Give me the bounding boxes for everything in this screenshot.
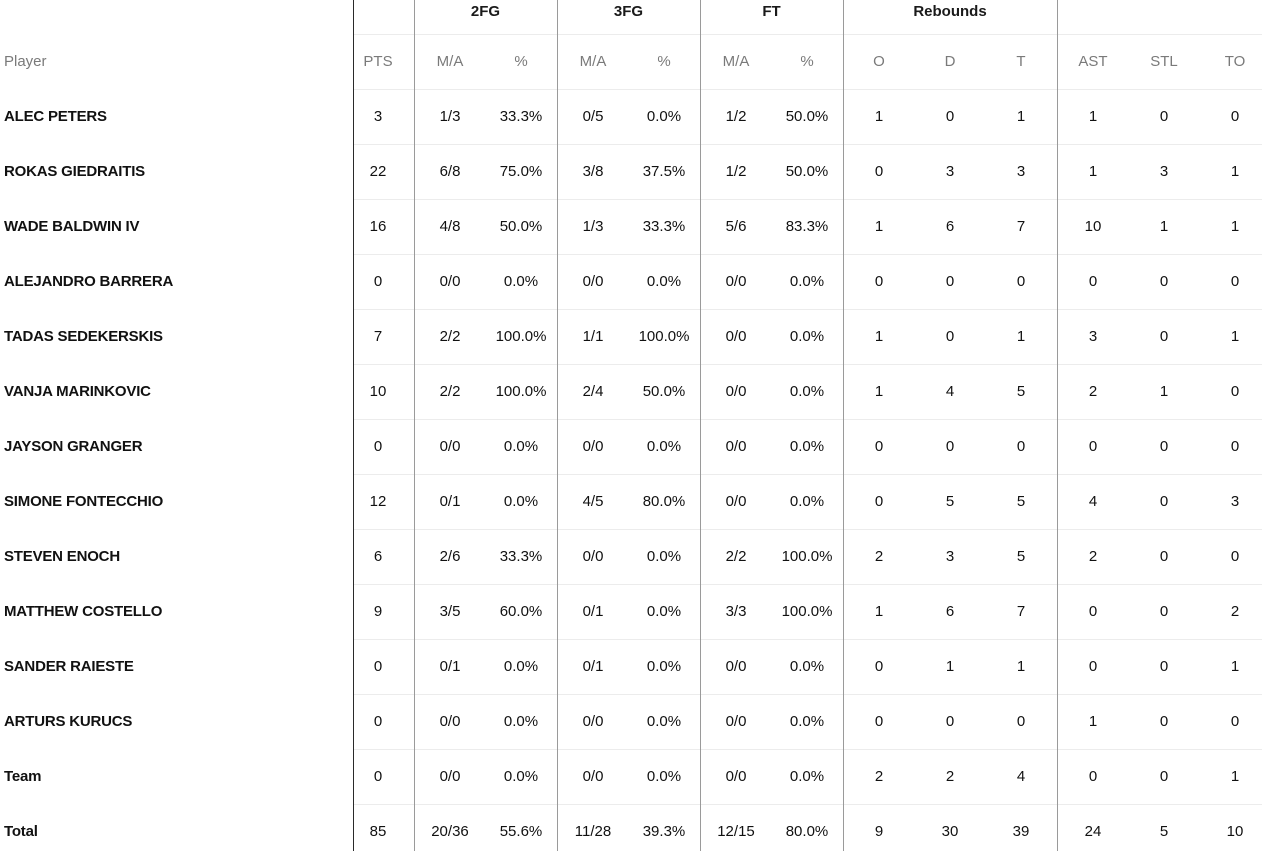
stat-2fg-ma: 0/1 <box>439 658 461 675</box>
stat-2fg-pct: 55.6% <box>499 823 543 840</box>
stat-to: 1 <box>1230 658 1240 675</box>
row-divider <box>353 749 1262 750</box>
stat-reb-o: 0 <box>874 273 884 290</box>
stat-ast: 0 <box>1088 768 1098 785</box>
stat-2fg-pct: 100.0% <box>495 328 547 345</box>
stat-reb-o: 1 <box>874 328 884 345</box>
stat-2fg-pct: 0.0% <box>503 713 539 730</box>
stat-ast: 1 <box>1088 713 1098 730</box>
stat-reb-t: 7 <box>1016 218 1026 235</box>
stat-reb-o: 2 <box>874 548 884 565</box>
stat-pts: 85 <box>369 823 387 840</box>
stat-reb-o: 1 <box>874 383 884 400</box>
stat-pts: 9 <box>373 603 383 620</box>
group-header-2fg: 2FG <box>470 3 501 20</box>
stat-3fg-ma: 0/0 <box>582 438 604 455</box>
player-name[interactable]: SANDER RAIESTE <box>4 658 134 675</box>
stat-ft-pct: 0.0% <box>789 438 825 455</box>
stat-ft-ma: 0/0 <box>725 438 747 455</box>
stat-ft-pct: 0.0% <box>789 493 825 510</box>
stat-3fg-ma: 11/28 <box>574 823 612 840</box>
stat-reb-t: 39 <box>1012 823 1030 840</box>
player-name[interactable]: TADAS SEDEKERSKIS <box>4 328 163 345</box>
stat-ft-pct: 0.0% <box>789 328 825 345</box>
stat-ft-ma: 0/0 <box>725 273 747 290</box>
stat-ft-ma: 1/2 <box>725 108 747 125</box>
stat-ast: 3 <box>1088 328 1098 345</box>
stat-ast: 0 <box>1088 603 1098 620</box>
stat-ast: 2 <box>1088 548 1098 565</box>
stat-ast: 1 <box>1088 108 1098 125</box>
stat-reb-t: 1 <box>1016 328 1026 345</box>
column-header-2fg-ma[interactable]: M/A <box>436 53 464 70</box>
stat-2fg-pct: 60.0% <box>499 603 543 620</box>
stat-3fg-pct: 0.0% <box>646 603 682 620</box>
column-header-stl[interactable]: STL <box>1150 53 1178 70</box>
stat-to: 1 <box>1230 218 1240 235</box>
stat-ft-pct: 0.0% <box>789 383 825 400</box>
stat-reb-d: 6 <box>945 603 955 620</box>
stat-2fg-pct: 100.0% <box>495 383 547 400</box>
group-header-rebounds: Rebounds <box>913 3 987 20</box>
stat-ft-ma: 0/0 <box>725 328 747 345</box>
stat-2fg-ma: 20/36 <box>431 823 469 840</box>
stat-to: 1 <box>1230 768 1240 785</box>
player-name[interactable]: JAYSON GRANGER <box>4 438 143 455</box>
stat-reb-d: 6 <box>945 218 955 235</box>
stat-3fg-pct: 0.0% <box>646 658 682 675</box>
stat-reb-t: 3 <box>1016 163 1026 180</box>
stat-2fg-ma: 4/8 <box>439 218 461 235</box>
player-name[interactable]: ROKAS GIEDRAITIS <box>4 163 145 180</box>
stat-2fg-ma: 0/1 <box>439 493 461 510</box>
stat-3fg-ma: 0/5 <box>582 108 604 125</box>
column-header-ft-ma[interactable]: M/A <box>722 53 750 70</box>
stat-pts: 12 <box>369 493 387 510</box>
stat-ft-pct: 0.0% <box>789 658 825 675</box>
player-name[interactable]: ALEJANDRO BARRERA <box>4 273 174 290</box>
stat-reb-o: 0 <box>874 438 884 455</box>
column-header-reb-o[interactable]: O <box>873 53 885 70</box>
stat-to: 0 <box>1230 713 1240 730</box>
stat-3fg-ma: 0/0 <box>582 768 604 785</box>
stat-reb-t: 5 <box>1016 548 1026 565</box>
player-name[interactable]: ALEC PETERS <box>4 108 107 125</box>
stat-stl: 5 <box>1159 823 1169 840</box>
column-header-3fg-ma[interactable]: M/A <box>579 53 607 70</box>
stat-reb-d: 3 <box>945 163 955 180</box>
stat-reb-d: 0 <box>945 273 955 290</box>
row-divider <box>353 474 1262 475</box>
stat-stl: 3 <box>1159 163 1169 180</box>
stat-3fg-ma: 3/8 <box>582 163 604 180</box>
stat-reb-o: 1 <box>874 108 884 125</box>
stat-reb-t: 5 <box>1016 493 1026 510</box>
stat-3fg-pct: 39.3% <box>642 823 686 840</box>
stat-pts: 0 <box>373 438 383 455</box>
stat-stl: 0 <box>1159 273 1169 290</box>
stat-pts: 22 <box>369 163 387 180</box>
stat-ast: 0 <box>1088 438 1098 455</box>
stat-ft-ma: 0/0 <box>725 713 747 730</box>
stat-3fg-pct: 0.0% <box>646 548 682 565</box>
stat-3fg-pct: 0.0% <box>646 108 682 125</box>
row-divider <box>353 309 1262 310</box>
stat-2fg-ma: 0/0 <box>439 713 461 730</box>
stat-reb-o: 1 <box>874 218 884 235</box>
column-header-pts[interactable]: PTS <box>363 53 393 70</box>
row-divider <box>353 89 1262 90</box>
stat-ast: 0 <box>1088 658 1098 675</box>
stat-reb-o: 0 <box>874 493 884 510</box>
stat-reb-d: 0 <box>945 108 955 125</box>
stat-reb-d: 0 <box>945 438 955 455</box>
row-divider <box>353 254 1262 255</box>
column-header-3fg-pct[interactable]: % <box>657 53 671 70</box>
row-divider <box>353 199 1262 200</box>
stat-2fg-ma: 0/0 <box>439 273 461 290</box>
stat-2fg-ma: 3/5 <box>439 603 461 620</box>
stat-ast: 1 <box>1088 163 1098 180</box>
column-header-player[interactable]: Player <box>4 53 47 70</box>
player-name[interactable]: STEVEN ENOCH <box>4 548 120 565</box>
stat-ft-ma: 1/2 <box>725 163 747 180</box>
column-header-reb-d[interactable]: D <box>944 53 956 70</box>
stat-reb-d: 0 <box>945 328 955 345</box>
stat-2fg-ma: 1/3 <box>439 108 461 125</box>
stat-3fg-pct: 33.3% <box>642 218 686 235</box>
stat-2fg-pct: 33.3% <box>499 548 543 565</box>
stat-2fg-pct: 75.0% <box>499 163 543 180</box>
stat-pts: 0 <box>373 713 383 730</box>
stat-stl: 0 <box>1159 768 1169 785</box>
stat-2fg-pct: 33.3% <box>499 108 543 125</box>
stat-ft-pct: 100.0% <box>781 603 833 620</box>
stat-reb-t: 7 <box>1016 603 1026 620</box>
stat-pts: 0 <box>373 273 383 290</box>
stat-ast: 24 <box>1084 823 1102 840</box>
stat-3fg-ma: 0/0 <box>582 548 604 565</box>
stat-to: 0 <box>1230 273 1240 290</box>
row-divider <box>353 804 1262 805</box>
stat-reb-d: 30 <box>941 823 959 840</box>
stat-to: 2 <box>1230 603 1240 620</box>
row-divider <box>353 364 1262 365</box>
stat-2fg-pct: 0.0% <box>503 658 539 675</box>
stat-reb-t: 4 <box>1016 768 1026 785</box>
stat-to: 0 <box>1230 548 1240 565</box>
stat-to: 0 <box>1230 438 1240 455</box>
stat-ft-ma: 5/6 <box>725 218 747 235</box>
stat-ft-pct: 50.0% <box>785 108 829 125</box>
stat-3fg-ma: 0/0 <box>582 713 604 730</box>
row-divider <box>353 694 1262 695</box>
stat-to: 0 <box>1230 383 1240 400</box>
stat-pts: 7 <box>373 328 383 345</box>
stat-2fg-pct: 0.0% <box>503 438 539 455</box>
stat-reb-d: 5 <box>945 493 955 510</box>
player-name[interactable]: SIMONE FONTECCHIO <box>4 493 164 510</box>
column-header-2fg-pct[interactable]: % <box>514 53 528 70</box>
stat-reb-o: 2 <box>874 768 884 785</box>
stat-ft-ma: 2/2 <box>725 548 747 565</box>
stat-3fg-pct: 0.0% <box>646 438 682 455</box>
stat-reb-d: 3 <box>945 548 955 565</box>
stat-2fg-pct: 0.0% <box>503 493 539 510</box>
stat-3fg-ma: 0/0 <box>582 273 604 290</box>
column-header-ft-pct[interactable]: % <box>800 53 814 70</box>
stat-ast: 10 <box>1084 218 1102 235</box>
stat-2fg-ma: 0/0 <box>439 768 461 785</box>
group-header-3fg: 3FG <box>613 3 644 20</box>
stat-3fg-pct: 0.0% <box>646 768 682 785</box>
stat-2fg-ma: 0/0 <box>439 438 461 455</box>
stat-3fg-ma: 0/1 <box>582 658 604 675</box>
stat-to: 3 <box>1230 493 1240 510</box>
stat-ft-ma: 3/3 <box>725 603 747 620</box>
row-divider <box>353 34 1262 35</box>
stat-stl: 0 <box>1159 438 1169 455</box>
stat-reb-t: 1 <box>1016 108 1026 125</box>
stat-stl: 1 <box>1159 383 1169 400</box>
stat-stl: 0 <box>1159 713 1169 730</box>
stat-reb-t: 0 <box>1016 273 1026 290</box>
stat-ft-pct: 50.0% <box>785 163 829 180</box>
stat-3fg-ma: 4/5 <box>582 493 604 510</box>
stat-to: 0 <box>1230 108 1240 125</box>
stat-ft-ma: 0/0 <box>725 658 747 675</box>
stat-ft-ma: 0/0 <box>725 493 747 510</box>
stat-2fg-ma: 2/6 <box>439 548 461 565</box>
stat-ft-pct: 0.0% <box>789 768 825 785</box>
stat-reb-o: 0 <box>874 658 884 675</box>
stat-reb-o: 0 <box>874 713 884 730</box>
stat-reb-d: 0 <box>945 713 955 730</box>
stat-2fg-pct: 50.0% <box>499 218 543 235</box>
column-header-to[interactable]: TO <box>1224 53 1246 70</box>
stat-3fg-pct: 80.0% <box>642 493 686 510</box>
stat-ast: 4 <box>1088 493 1098 510</box>
stat-reb-t: 0 <box>1016 438 1026 455</box>
stat-stl: 0 <box>1159 328 1169 345</box>
player-name[interactable]: ARTURS KURUCS <box>4 713 133 730</box>
row-divider <box>353 419 1262 420</box>
stat-pts: 6 <box>373 548 383 565</box>
stat-reb-t: 1 <box>1016 658 1026 675</box>
stat-stl: 0 <box>1159 658 1169 675</box>
stat-to: 1 <box>1230 328 1240 345</box>
stat-ft-pct: 100.0% <box>781 548 833 565</box>
stat-3fg-ma: 1/3 <box>582 218 604 235</box>
stat-3fg-ma: 2/4 <box>582 383 604 400</box>
stat-pts: 16 <box>369 218 387 235</box>
stat-to: 1 <box>1230 163 1240 180</box>
stat-stl: 0 <box>1159 548 1169 565</box>
stat-pts: 3 <box>373 108 383 125</box>
row-divider <box>353 639 1262 640</box>
stat-reb-o: 1 <box>874 603 884 620</box>
stat-2fg-pct: 0.0% <box>503 273 539 290</box>
stat-to: 10 <box>1226 823 1244 840</box>
row-divider <box>353 584 1262 585</box>
stat-stl: 0 <box>1159 603 1169 620</box>
stat-3fg-pct: 50.0% <box>642 383 686 400</box>
stat-ast: 2 <box>1088 383 1098 400</box>
stat-reb-t: 0 <box>1016 713 1026 730</box>
stat-reb-o: 9 <box>874 823 884 840</box>
stat-ft-pct: 80.0% <box>785 823 829 840</box>
stat-reb-d: 1 <box>945 658 955 675</box>
stat-ft-pct: 0.0% <box>789 273 825 290</box>
stat-ft-pct: 83.3% <box>785 218 829 235</box>
stat-stl: 0 <box>1159 108 1169 125</box>
stat-3fg-pct: 37.5% <box>642 163 686 180</box>
stat-2fg-ma: 2/2 <box>439 328 461 345</box>
stat-pts: 10 <box>369 383 387 400</box>
stat-reb-t: 5 <box>1016 383 1026 400</box>
row-divider <box>353 144 1262 145</box>
stat-2fg-ma: 6/8 <box>439 163 461 180</box>
stat-3fg-pct: 0.0% <box>646 273 682 290</box>
player-name[interactable]: MATTHEW COSTELLO <box>4 603 163 620</box>
stat-3fg-ma: 1/1 <box>582 328 604 345</box>
stat-ft-ma: 12/15 <box>717 823 755 840</box>
stat-reb-o: 0 <box>874 163 884 180</box>
stat-3fg-pct: 0.0% <box>646 713 682 730</box>
stat-pts: 0 <box>373 768 383 785</box>
group-header-ft: FT <box>762 3 781 20</box>
column-header-ast[interactable]: AST <box>1078 53 1108 70</box>
stat-reb-d: 4 <box>945 383 955 400</box>
stat-3fg-pct: 100.0% <box>638 328 690 345</box>
stat-3fg-ma: 0/1 <box>582 603 604 620</box>
stat-2fg-pct: 0.0% <box>503 768 539 785</box>
stat-ft-pct: 0.0% <box>789 713 825 730</box>
stat-2fg-ma: 2/2 <box>439 383 461 400</box>
stat-ft-ma: 0/0 <box>725 768 747 785</box>
stat-pts: 0 <box>373 658 383 675</box>
row-divider <box>353 529 1262 530</box>
column-header-reb-t[interactable]: T <box>1016 53 1026 70</box>
stat-stl: 0 <box>1159 493 1169 510</box>
stat-ft-ma: 0/0 <box>725 383 747 400</box>
player-name[interactable]: Total <box>4 823 38 840</box>
stat-stl: 1 <box>1159 218 1169 235</box>
player-name[interactable]: Team <box>4 768 42 785</box>
stat-ast: 0 <box>1088 273 1098 290</box>
player-name[interactable]: VANJA MARINKOVIC <box>4 383 151 400</box>
player-name[interactable]: WADE BALDWIN IV <box>4 218 140 235</box>
stat-reb-d: 2 <box>945 768 955 785</box>
